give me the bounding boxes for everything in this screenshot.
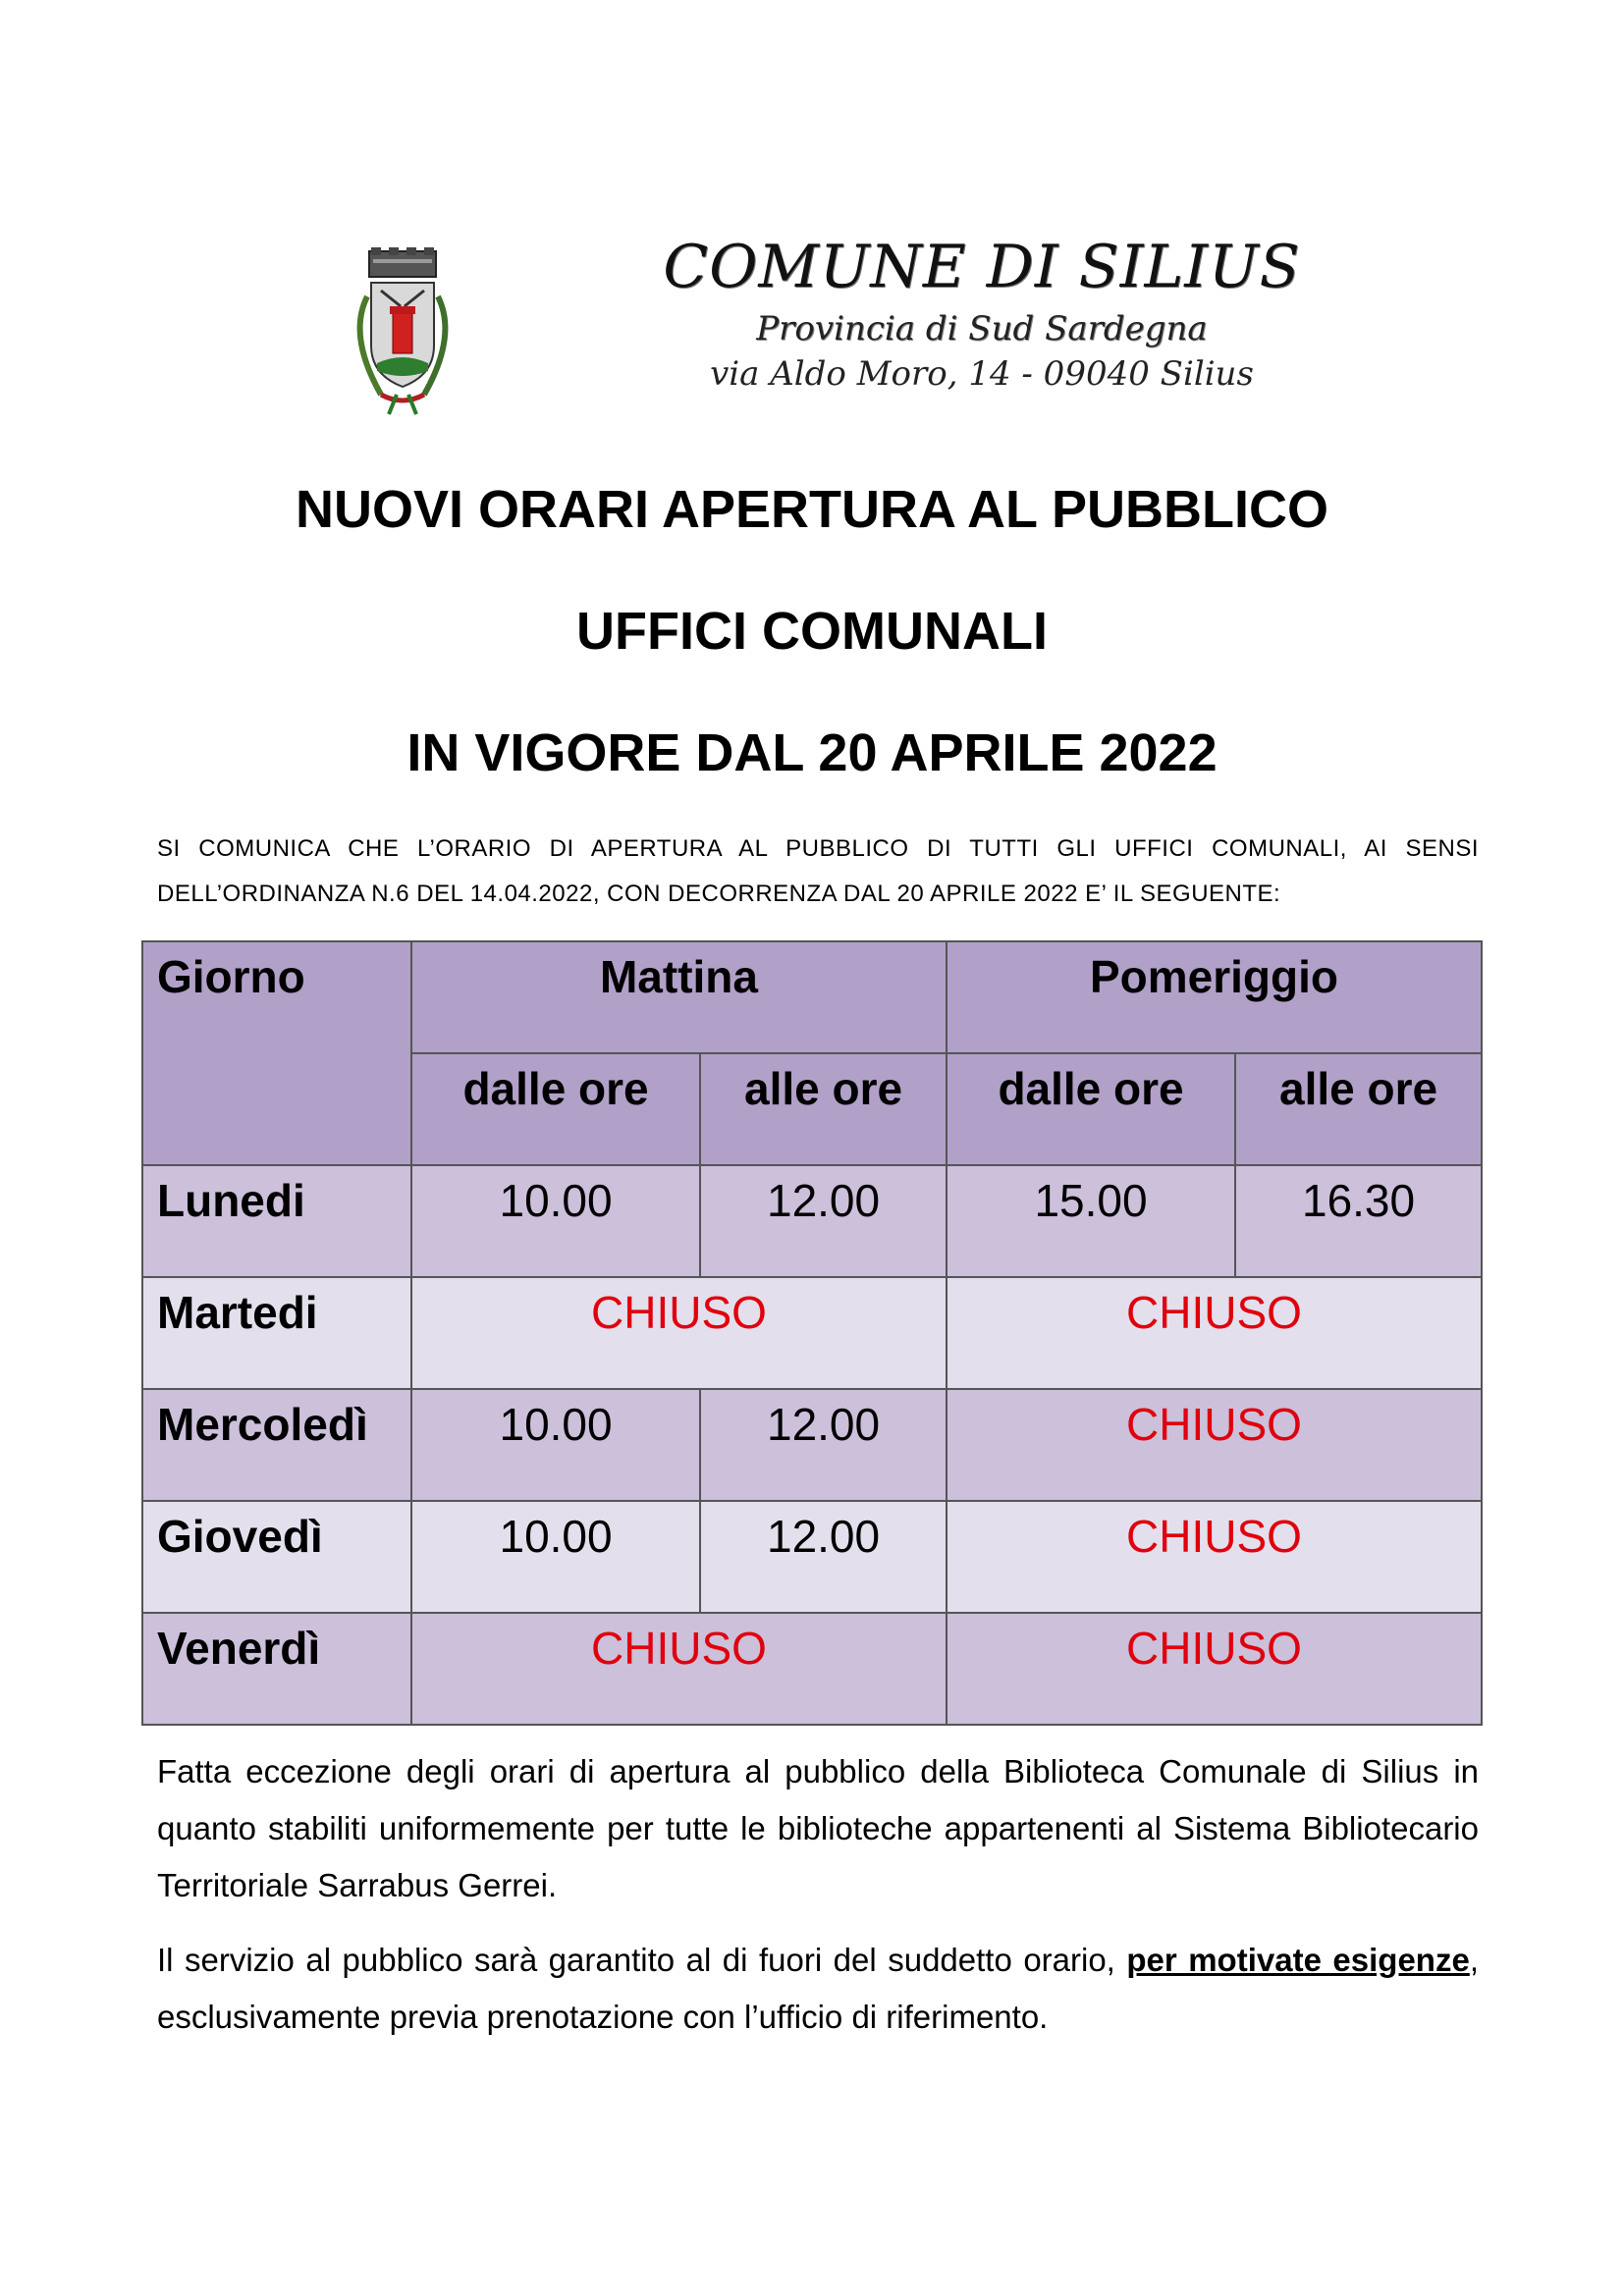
closed-cell: CHIUSO <box>947 1277 1482 1389</box>
title-line-2: UFFICI COMUNALI <box>576 602 1048 661</box>
table-header-row <box>142 941 1482 1053</box>
service-notice-emphasis: per motivate esigenze <box>1126 1942 1470 1978</box>
closed-cell: CHIUSO <box>411 1613 947 1725</box>
time-cell: 10.00 <box>411 1501 700 1613</box>
intro-notice <box>157 827 1479 917</box>
municipal-coat-of-arms-icon <box>342 247 463 416</box>
table-row <box>142 1165 1482 1277</box>
intro-line-2: DELL’ORDINANZA N.6 DEL 14.04.2022, CON DECORRENZA DAL 20 APRILE 2022 E’ IL SEGUENTE: <box>157 881 1281 907</box>
time-cell: 12.00 <box>700 1165 947 1277</box>
closed-cell: CHIUSO <box>947 1613 1482 1725</box>
header-pomeriggio-alle: alle ore <box>1235 1053 1482 1165</box>
opening-hours-table <box>141 940 1483 1726</box>
municipality-address: via Aldo Moro, 14 - 09040 Silius <box>710 354 1254 394</box>
table-row <box>142 1501 1482 1613</box>
time-cell: 12.00 <box>700 1501 947 1613</box>
time-cell: 10.00 <box>411 1165 700 1277</box>
service-notice-text-end: , esclusivamente previa prenotazione con l’ufficio di riferimento. <box>157 1942 1479 2035</box>
municipality-name: COMUNE DI SILIUS <box>663 233 1301 301</box>
closed-cell: CHIUSO <box>411 1277 947 1389</box>
province-name: Provincia di Sud Sardegna <box>756 309 1208 348</box>
day-cell: Giovedì <box>142 1501 411 1613</box>
service-notice-paragraph <box>157 1932 1479 2046</box>
time-cell: 10.00 <box>411 1389 700 1501</box>
service-notice-text: Il servizio al pubblico sarà garantito al di fuori del suddetto orario, <box>157 1942 1127 1978</box>
intro-line-1: SI COMUNICA CHE L’ORARIO DI APERTURA AL PUBBLICO DI TUTTI GLI UFFICI COMUNALI, AI SENSI <box>157 835 1479 862</box>
header-mattina-alle: alle ore <box>700 1053 947 1165</box>
time-cell: 12.00 <box>700 1389 947 1501</box>
day-cell: Lunedi <box>142 1165 411 1277</box>
table-row <box>142 1613 1482 1725</box>
header-pomeriggio-dalle: dalle ore <box>947 1053 1235 1165</box>
header-pomeriggio: Pomeriggio <box>947 941 1482 1053</box>
table-row <box>142 1389 1482 1501</box>
day-cell: Mercoledì <box>142 1389 411 1501</box>
closed-cell: CHIUSO <box>947 1501 1482 1613</box>
time-cell: 16.30 <box>1235 1165 1482 1277</box>
day-cell: Martedi <box>142 1277 411 1389</box>
table-row <box>142 1277 1482 1389</box>
closed-cell: CHIUSO <box>947 1389 1482 1501</box>
day-cell: Venerdì <box>142 1613 411 1725</box>
header-mattina-dalle: dalle ore <box>411 1053 700 1165</box>
municipality-header <box>589 228 1375 397</box>
header-mattina: Mattina <box>411 941 947 1053</box>
library-exception-paragraph: Fatta eccezione degli orari di apertura al pubblico della Biblioteca Comunale di Silius in quanto stabiliti uniformemente per tutte le biblioteche appartenenti al Sistema Bibliotecario Territoriale Sarrabus Gerrei. <box>157 1753 1479 1903</box>
title-line-3: IN VIGORE DAL 20 APRILE 2022 <box>406 723 1218 782</box>
title-line-1: NUOVI ORARI APERTURA AL PUBBLICO <box>295 480 1329 539</box>
header-giorno: Giorno <box>142 941 411 1165</box>
time-cell: 15.00 <box>947 1165 1235 1277</box>
